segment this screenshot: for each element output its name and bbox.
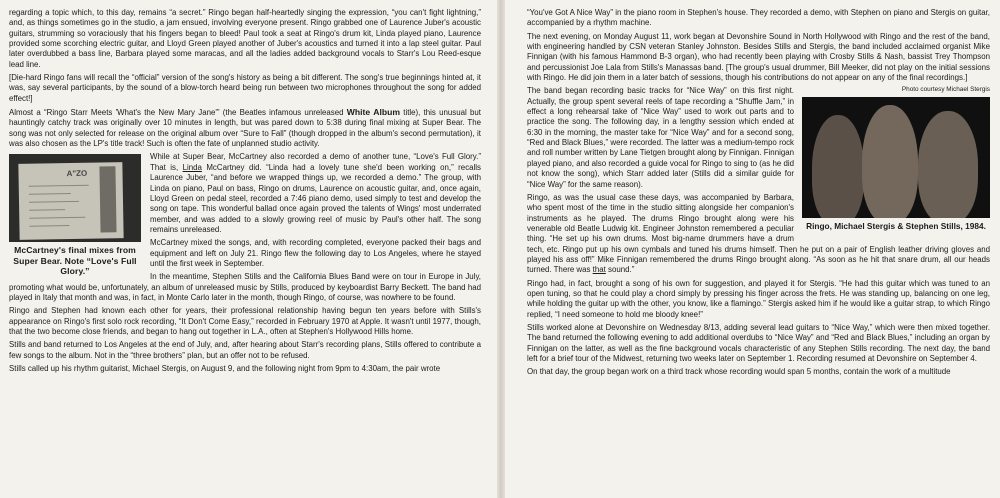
text-span: Almost a “Ringo Starr Meets 'What's the New Mary Jane'” (the Beatles infamous unreleased — [9, 108, 347, 118]
text-span: While at Super Bear, McCartney also recorded a demo of another tune, “Love's Full Glory.” That is, — [150, 152, 481, 172]
paragraph: In the meantime, Stephen Stills and the California Blues Band were on tour in Europe in July, promoting what would be, unfortunately, an album of unreleased music by Stills, produced by keyboardist Barry Beckett. The band had played in Italy that month and was, in fact, in Monte Carlo later in the month, though Ringo, of course, was nowhere to be found. — [9, 272, 481, 302]
text-span: Ringo, as was the usual case these days, was accompanied by Barbara, who spent most of the time in the studio sitting alongside her companion's instruments as he played. The drums Ringo brought along were his venerable old Beatle Ludwig kit. Engineer Johnston remembered a peculiar thing. “He set up his own drums. Most big-name drummers have a drum tech, etc. Ringo put up his own cymbals and tuned his drums himself. Then he put on a pair of English leather driving gloves and played his ass off!” Mike Finnigan remembered the drums Ringo brought along. “As soon as he hit that snare drum, all our heads turned. There was — [527, 192, 990, 275]
text-span: McCartney did. “Linda had a lovely tune she'd been working on,” recalls Laurence Juber, “and before we wrapped things up, we recorded a demo.” The group, with Linda on piano, Paul on bass, Ringo on drums, Laurence on acoustic guitar, and, once again, Lloyd Green on pedal steel, recorded a 7:46 piano demo, used simply to test and develop the song on tape. This wonderful ballad once again proved the talents of Wings' most underrated member, and was added to a slowly growing reel of music by Paul's other half. The song remains unreleased. — [150, 162, 481, 234]
figure-caption: McCartney's final mixes from Super Bear. Note “Love's Full Glory.” — [13, 245, 137, 276]
paragraph: The band began recording basic tracks for “Nice Way” on this first night. Actually, the group spent several reels of tape recording a “Shuffle Jam,” in effect a long rehearsal take of “Nice Way” used to work out parts and to practice the song. The following day, in a lengthy session which ended at 6:30 in the morning, the master take for “Nice Way” and for a second song, “Red and Black Blues,” were recorded. The latter was a medium-tempo rock and roll number written by Lane Tietgen brought along by Finnigan. Finnigan played piano, and also recorded a guide vocal for Ringo to sing to (as he did not know the song), which Starr added later (Stills did a similar guide for “Nice Way” for the same reason). — [527, 86, 794, 189]
figure-section — [9, 152, 481, 306]
paragraph: [Die-hard Ringo fans will recall the “official” version of the song's history as being a bit different. The song's true beginnings hinted at, it was, say several participants, by the sound of a blow-torch heard being run between two microphones throughout the song for added effect!] — [9, 73, 481, 103]
paragraph: Stills and band returned to Los Angeles at the end of July, and, after hearing about Starr's recording plans, Stills offered to contribute a few songs to the album. Not in the “three brothers” plan, but an offer not to be refused. — [9, 340, 481, 360]
paragraph: The next evening, on Monday August 11, work began at Devonshire Sound in North Hollywood with Ringo and the rest of the band, with engineering handled by CSN veteran Stanley Johnston. Besides Stills and Stergis, the band included acclaimed organist Mike Finnigan (with his famous Hammond B-3 organ), who had recently been playing with Crosby Stills & Nash, bassist Trey Thompson and percussionist Joe Lala from Stills's Manassas band. [The group's usual drummer, Bill Meeker, did not play on the initial sessions with Ringo. He did join them in a later batch of sessions, though his contributions do not appear on any of the final recordings.] — [527, 31, 990, 83]
figure-photo — [802, 86, 990, 231]
person-right — [918, 111, 978, 218]
album-title-bold: White Album — [346, 107, 400, 118]
paragraph: Ringo and Stephen had known each other for years, their professional relationship having begun ten years before with Stills's appearance on Ringo's first solo rock recording, “It Don't Come Easy,” recorded in February 1970 at Apple. It wasn't until 1977, though, that the two become close friends, and began to hang out together in L.A., often at Stephen's Hollywood Hills home. — [9, 306, 481, 336]
track-sheet — [18, 163, 123, 241]
right-page — [527, 8, 990, 381]
tape-box-photo — [9, 154, 141, 242]
person-left — [812, 115, 864, 218]
left-page — [9, 8, 481, 377]
paragraph — [9, 107, 481, 149]
page-gutter — [497, 0, 505, 498]
tape-reel-edge — [99, 167, 116, 233]
person-center — [862, 105, 918, 218]
figure-mix-sheet — [9, 154, 141, 276]
paragraph: McCartney mixed the songs, and, with recording completed, everyone packed their bags and equipment and left on July 21. Ringo flew the following day to Los Angeles, where he stayed until the first week in September. — [150, 238, 481, 268]
text-span: sound.” — [605, 265, 635, 275]
paragraph: “You've Got A Nice Way” in the piano room in Stephen's house. They recorded a demo, with Stephen on piano and Stergis on guitar, accompanied by a rhythm machine. — [527, 8, 990, 28]
paragraph: Stills worked alone at Devonshire on Wednesday 8/13, adding several lead guitars to “Nice Way,” which were then mixed together. The band returned the following evening to add additional overdubs to “Nice Way” and “Red and Black Blues,” including an organ by Finnigan on the latter, as well as the fine background vocals characteristic of any Stephen Stills recording. The next day, the band left for a brief tour of the Midwest, returning two weeks later on September 1. Recording resumed at Devonshire on September 4. — [527, 322, 990, 363]
underlined-word: that — [592, 265, 606, 275]
paragraph: Stills called up his rhythm guitarist, Michael Stergis, on August 9, and the following night from 9pm to 4:30am, the pair wrote — [9, 364, 441, 373]
text-span: title), this unusual but hauntingly catchy track was originally over 10 minutes in length, but was pared down to 5:38 during final mixing at Super Bear. The song was not only selected for release on the original album over “Sure to Fall” (though dropped in the album's second permutation), it was also chosen as the LP's title track! Such is often the fate of unplanned studio activity. — [9, 108, 481, 149]
sheet-header: A"ZO — [66, 169, 88, 179]
paragraph: regarding a topic which, to this day, remains “a secret.” Ringo began half-heartedly singing the expression, “you can't fight lightning,” and, as things sometimes go in the studio, a jam ensued, involving everyone present. Ringo grabbed one of Laurence Juber's acoustic guitars, strumming so voraciously that his fingers began to bleed! Paul took a seat at Ringo's drum kit, Linda played piano, Laurence provided some scorching electric guitar, and Lloyd Green played another of Juber's acoustics and turned it into a lap steel guitar. Paul later overdubbed a bass line, Barbara played some maracas, and all the ladies added background vocals to Starr's Lou Reed-esque lead line. — [9, 8, 481, 69]
photo-caption: Ringo, Michael Stergis & Stephen Stills, 1984. — [806, 221, 986, 232]
figure-section — [527, 86, 990, 278]
underlined-name: Linda — [182, 162, 202, 172]
photo-credit: Photo courtesy Michael Stergis — [901, 86, 990, 94]
band-photo — [802, 97, 990, 218]
paragraph: On that day, the group began work on a third track whose recording would span 5 months, contain the work of a multitude — [527, 367, 951, 377]
paragraph: Ringo had, in fact, brought a song of his own for suggestion, and played it for Stergis. “He had this guitar which was tuned to an open tuning, so that he could play a chord simply by pressing his finger across the frets. He was standing up, balancing on one leg, while holding the guitar up with the other, you know, like a flamingo.” Stergis asked him if he would like a guitar strap, to which Ringo replied, “I need someone to hold me bloody knee!” — [527, 278, 990, 319]
